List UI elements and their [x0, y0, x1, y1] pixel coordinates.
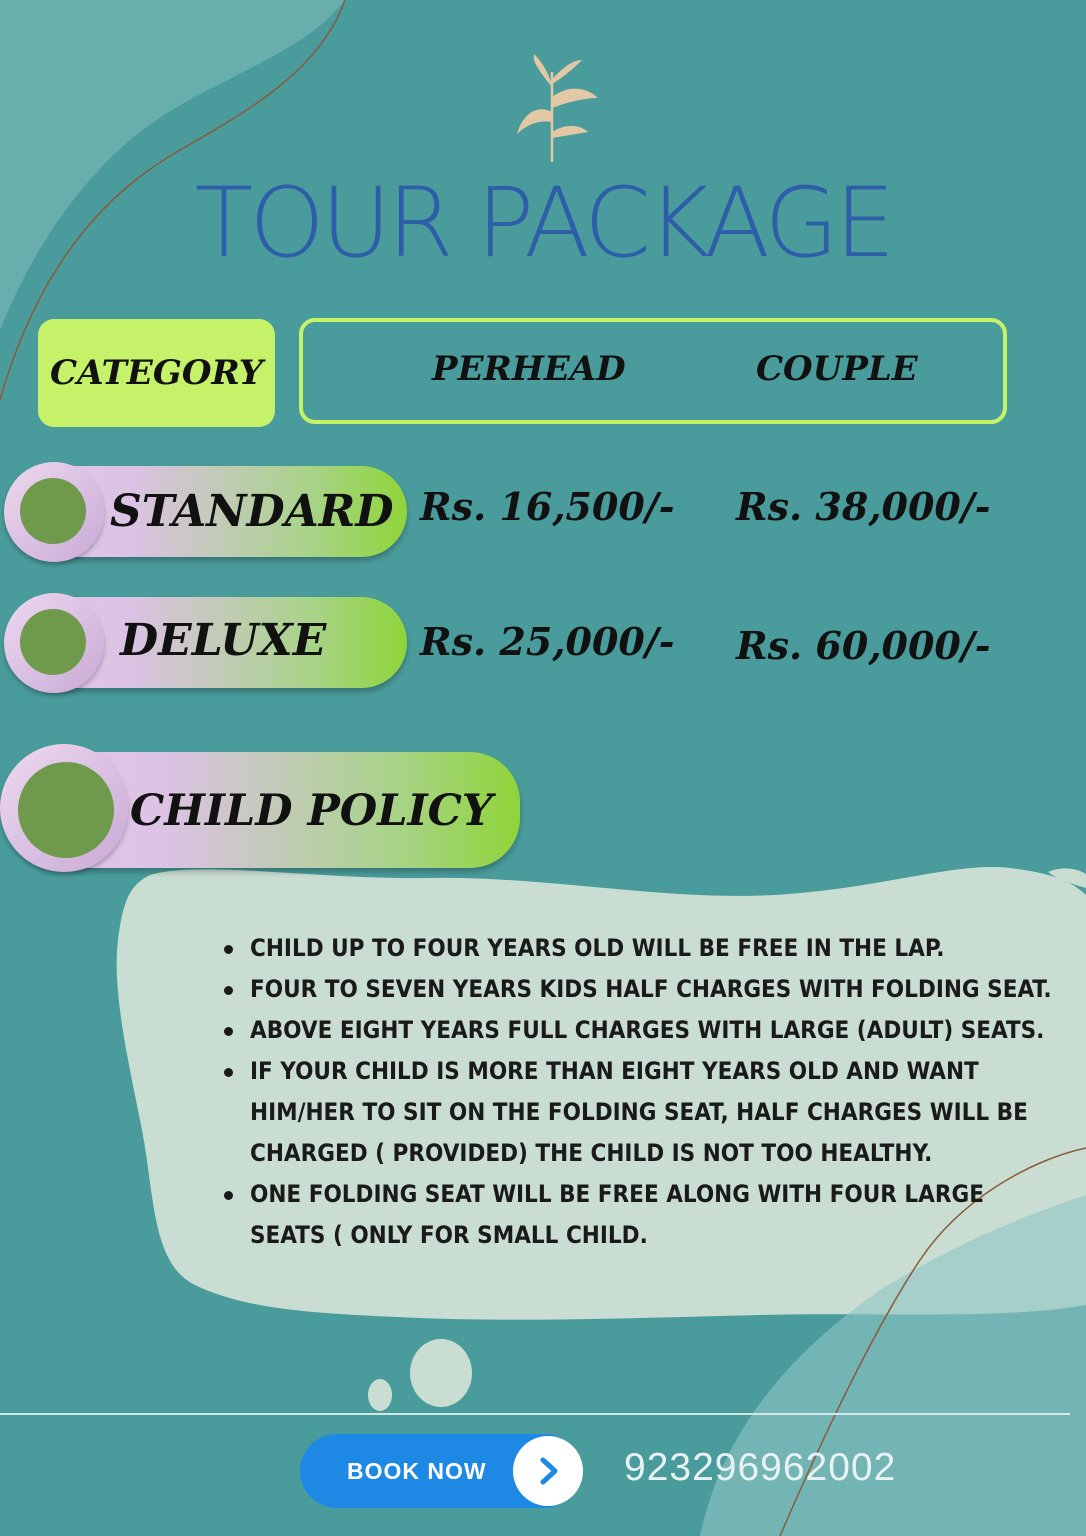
- deluxe-couple-price: Rs. 60,000/-: [736, 623, 991, 668]
- child-policy-heading: CHILD POLICY: [130, 786, 493, 836]
- category-header: [38, 319, 275, 427]
- chevron-right-icon: [513, 1436, 583, 1506]
- book-now-label: BOOK NOW: [347, 1458, 487, 1484]
- phone-number[interactable]: 923296962002: [624, 1446, 897, 1489]
- perhead-label: PERHEAD: [432, 349, 626, 389]
- book-now-button[interactable]: [300, 1434, 582, 1508]
- deluxe-perhead-price: Rs. 25,000/-: [420, 619, 675, 664]
- tier-name: STANDARD: [110, 486, 394, 537]
- couple-label: COUPLE: [756, 349, 918, 389]
- category-label: CATEGORY: [50, 353, 263, 393]
- plant-icon: [512, 52, 602, 164]
- child-policy-pill: [12, 752, 520, 868]
- child-policy-list: [222, 928, 1052, 1256]
- standard-perhead-price: Rs. 16,500/-: [420, 484, 675, 529]
- deluxe-tier-pill: [10, 597, 407, 688]
- tier-name: DELUXE: [120, 615, 327, 666]
- standard-couple-price: Rs. 38,000/-: [736, 484, 991, 529]
- policy-item: FOUR TO SEVEN YEARS KIDS HALF CHARGES WITH FOLDING SEAT.: [222, 969, 1052, 1010]
- standard-tier-pill: [10, 466, 407, 557]
- book-now-arrow[interactable]: [513, 1436, 583, 1506]
- policy-item: CHILD UP TO FOUR YEARS OLD WILL BE FREE IN THE LAP.: [222, 928, 1052, 969]
- policy-item: IF YOUR CHILD IS MORE THAN EIGHT YEARS OLD AND WANT HIM/HER TO SIT ON THE FOLDING SEAT, HALF CHARGES WILL BE CHARGED ( PROVIDED) THE CHILD IS NOT TOO HEALTHY.: [222, 1051, 1052, 1174]
- policy-item: ONE FOLDING SEAT WILL BE FREE ALONG WITH FOUR LARGE SEATS ( ONLY FOR SMALL CHILD.: [222, 1174, 1052, 1256]
- page-title: TOUR PACKAGE: [194, 167, 892, 279]
- policy-item: ABOVE EIGHT YEARS FULL CHARGES WITH LARGE (ADULT) SEATS.: [222, 1010, 1052, 1051]
